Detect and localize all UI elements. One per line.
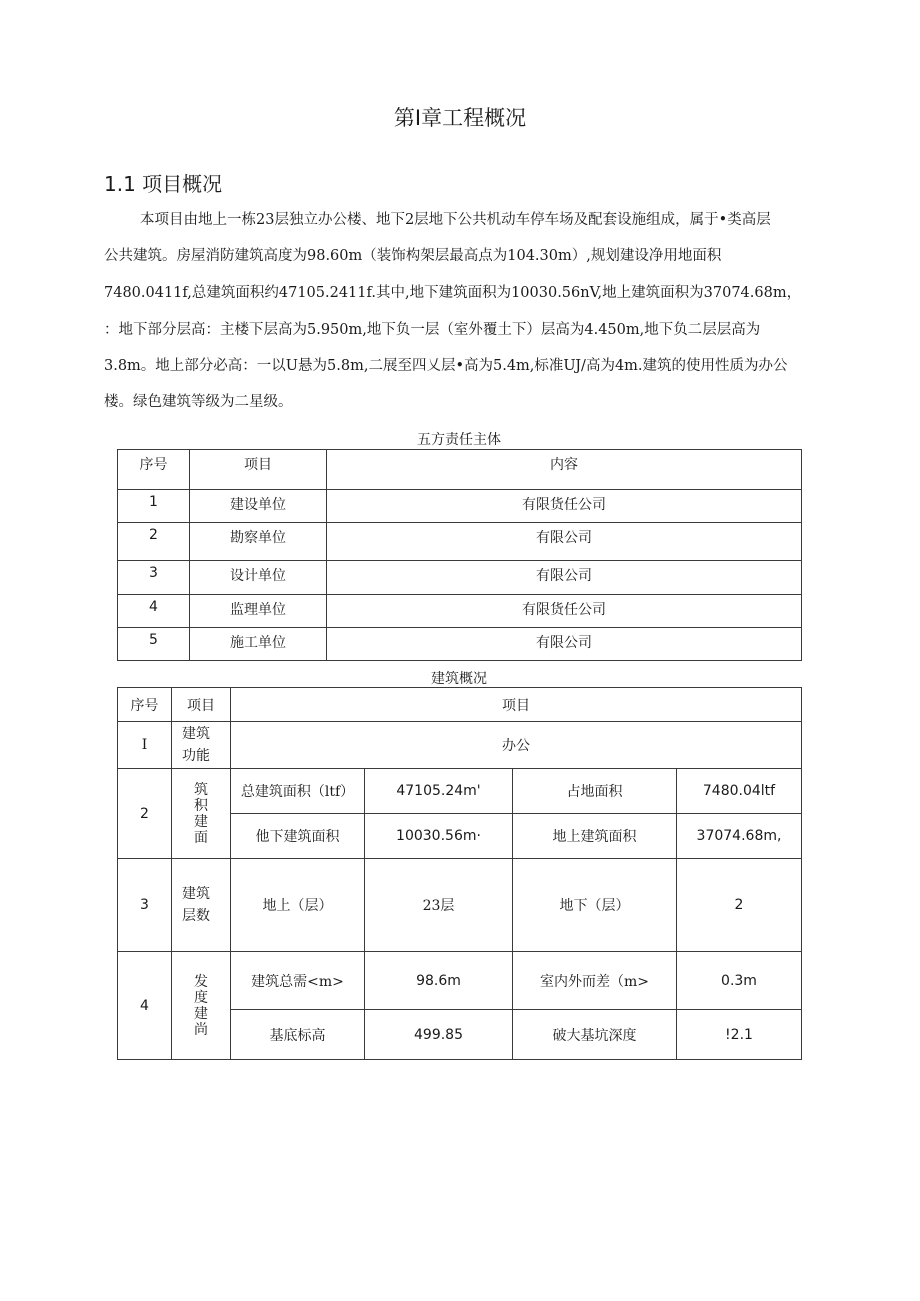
table2-caption: 建筑概况 (431, 671, 487, 687)
cell: 室内外而差（m> (513, 952, 677, 1010)
table-header-row (118, 450, 802, 490)
header-cell: 项目 (172, 688, 231, 722)
table-row (118, 628, 802, 661)
row-number: 5 (118, 628, 190, 661)
cell: 占地面积 (513, 769, 677, 814)
cell: !2.1 (677, 1010, 802, 1060)
cell: 建筑总需<m> (231, 952, 365, 1010)
table-row (118, 859, 802, 952)
header-cell: 项目 (190, 450, 327, 490)
cell: 499.85 (365, 1010, 513, 1060)
row-number: 2 (118, 769, 172, 859)
row-number: I (118, 722, 172, 769)
row-content: 有限公司 (327, 561, 802, 595)
cell: 2 (677, 859, 802, 952)
cell: 基底标高 (231, 1010, 365, 1060)
chapter-title: 第Ⅰ章工程概况 (393, 106, 527, 130)
table-row (118, 595, 802, 628)
paragraph-line: 本项目由地上一栋23层独立办公楼、地下2层地下公共机动车停车场及配套设施组成，属于•类高层 (140, 212, 771, 228)
row-item: 监理单位 (190, 595, 327, 628)
table-row (118, 722, 802, 769)
row-item: 勘察单位 (190, 523, 327, 561)
row-item-text: 建筑层数 (182, 886, 210, 924)
table-row (118, 769, 802, 814)
row-item-text: 筑积建面 (194, 781, 208, 846)
row-item-text: 发度建尚 (194, 973, 208, 1038)
cell: 37074.68m, (677, 814, 802, 859)
cell: 他下建筑面积 (231, 814, 365, 859)
row-number: 1 (118, 490, 190, 523)
responsibility-table (117, 449, 802, 661)
table1-caption: 五方责任主体 (417, 432, 501, 448)
cell: 地上（层） (231, 859, 365, 952)
cell: 10030.56m· (365, 814, 513, 859)
cell: 地上建筑面积 (513, 814, 677, 859)
row-item: 施工单位 (190, 628, 327, 661)
row-item (172, 722, 231, 769)
row-item (172, 769, 231, 859)
section-title: 1.1 项目概况 (104, 172, 223, 196)
row-item: 建设单位 (190, 490, 327, 523)
cell: 47105.24m' (365, 769, 513, 814)
paragraph-line: 楼。绿色建筑等级为二星级。 (104, 394, 293, 410)
table-row (118, 523, 802, 561)
row-content: 有限货任公司 (327, 595, 802, 628)
cell: 98.6m (365, 952, 513, 1010)
cell: 7480.04ltf (677, 769, 802, 814)
paragraph-line: 公共建筑。房屋消防建筑高度为98.60m（装饰构架层最高点为104.30m）,规划建设净用地面积 (104, 248, 722, 264)
table-header-row (118, 688, 802, 722)
row-number: 4 (118, 952, 172, 1060)
row-item (172, 952, 231, 1060)
header-cell: 内容 (327, 450, 802, 490)
cell: 23层 (365, 859, 513, 952)
row-item-text: 建筑功能 (182, 726, 210, 764)
row-number: 2 (118, 523, 190, 561)
header-cell: 项目 (231, 688, 802, 722)
header-cell: 序号 (118, 450, 190, 490)
row-value: 办公 (231, 722, 802, 769)
paragraph-line: 7480.0411f,总建筑面积约47105.2411f.其中,地下建筑面积为10030.56nV,地上建筑面积为37074.68m， (104, 285, 802, 301)
cell: 地下（层） (513, 859, 677, 952)
building-overview-table (117, 687, 802, 1060)
table-row (118, 561, 802, 595)
cell: 0.3m (677, 952, 802, 1010)
cell: 破大基坑深度 (513, 1010, 677, 1060)
header-cell: 序号 (118, 688, 172, 722)
paragraph-line: ：地下部分层高：主楼下层高为5.950m,地下负一层（室外覆土下）层高为4.450m,地下负二层层高为 (104, 322, 761, 338)
row-content: 有限货任公司 (327, 490, 802, 523)
row-content: 有限公司 (327, 628, 802, 661)
row-number: 4 (118, 595, 190, 628)
cell: 总建筑面积（ltf） (231, 769, 365, 814)
table-row (118, 952, 802, 1010)
table-row (118, 490, 802, 523)
row-content: 有限公司 (327, 523, 802, 561)
row-number: 3 (118, 561, 190, 595)
paragraph-line: 3.8m。地上部分必高：一以U悬为5.8m,二展至四乂层•高为5.4m,标准UJ/高为4m.建筑的使用性质为办公 (104, 358, 788, 374)
row-item: 设计单位 (190, 561, 327, 595)
row-item (172, 859, 231, 952)
row-number: 3 (118, 859, 172, 952)
